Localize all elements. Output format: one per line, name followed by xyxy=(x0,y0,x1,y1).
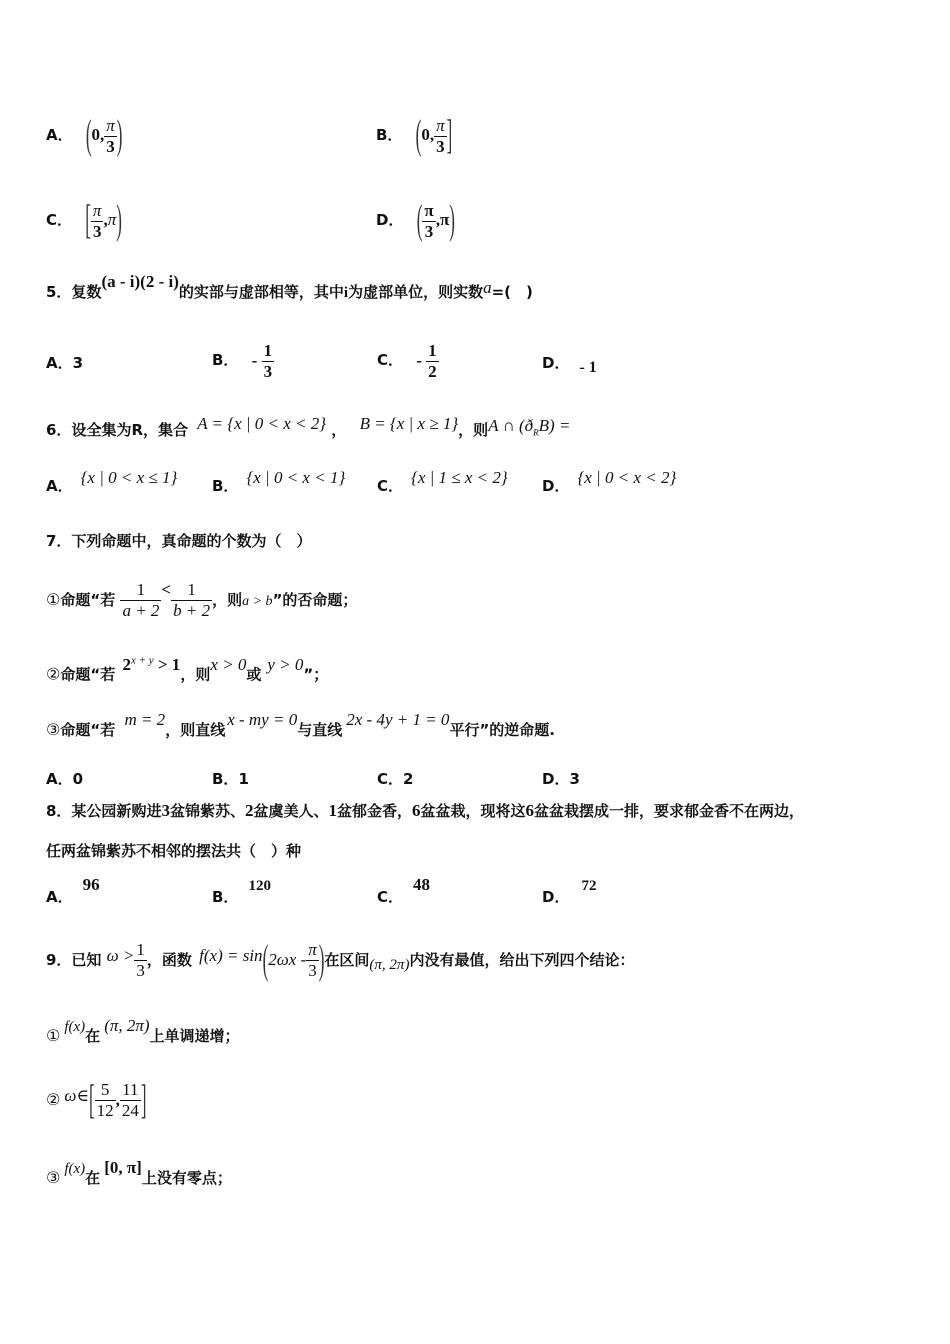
question-7-title: 7．下列命题中，真命题的个数为（ ） xyxy=(46,532,312,550)
q9-item-3: ③ f(x)在[0, π]上没有零点； xyxy=(46,1158,232,1187)
q6-option-b[interactable]: B． {x | 0 < x < 1} xyxy=(212,468,346,495)
q6-option-d[interactable]: D． {x | 0 < x < 2} xyxy=(542,468,677,495)
option-c-math: [ $\frac{\pi}{3}$ ,π) xyxy=(85,197,122,243)
q7-item-1: ①命题“若 $\frac{1}{a + 2}$ < $\frac{1}{b + 2}$ ，则a > b”的否命题； xyxy=(46,580,358,620)
question-8-line-1: 8．某公园新购进3盆锦紫苏、2盆虞美人、1盆郁金香，6盆盆栽，现将这6盆盆栽摆成一排，要求郁金香不在两边， xyxy=(46,801,805,820)
q4-option-a[interactable]: A． (0, $\frac{\pi}{3}$ ) xyxy=(46,108,122,162)
q8-option-a[interactable]: A．96 xyxy=(46,875,100,906)
q7-option-c[interactable]: C．2 xyxy=(377,770,414,788)
q5-option-c[interactable]: C． - $\frac{1}{2}$ xyxy=(377,341,437,382)
q8-option-c[interactable]: C．48 xyxy=(377,875,431,906)
q4-option-d[interactable]: D． ( $\frac{\pi}{3}$ ,π) xyxy=(376,190,455,250)
q8-option-b[interactable]: B．120 xyxy=(212,878,271,906)
option-b-math: (0, $\frac{\pi}{3}$ ] xyxy=(415,112,453,158)
q4-option-b[interactable]: B． (0, $\frac{\pi}{3}$ ] xyxy=(376,108,452,162)
q6-option-a[interactable]: A． {x | 0 < x ≤ 1} xyxy=(46,468,178,495)
question-5: 5．复数(a - i)(2 - i)的实部与虚部相等，其中i为虚部单位，则实数a=( ) xyxy=(46,272,533,301)
q5-option-b[interactable]: B． - $\frac{1}{3}$ xyxy=(212,341,273,382)
question-9: 9．已知 ω > $\frac{1}{3}$ ，函数 f(x) = sin(2ωx - $\frac{\pi}{3}$ )在区间(π, 2π)内没有最值，给出下列四个结论： xyxy=(46,936,635,983)
q9-item-1: ① f(x)在(π, 2π)上单调递增； xyxy=(46,1016,240,1045)
q9-item-2: ② ω∈[ $\frac{5}{12}$ , $\frac{11}{24}$ ] xyxy=(46,1076,147,1123)
q6-option-c[interactable]: C． {x | 1 ≤ x < 2} xyxy=(377,468,508,495)
q5-option-d[interactable]: D． - 1 xyxy=(542,354,597,376)
question-6: 6．设全集为R，集合 A = {x | 0 < x < 2} ， B = {x | x ≥ 1}，则A ∩ $(ð_RB)$ = xyxy=(46,414,571,439)
q7-item-3: ③命题“若 m = 2，则直线x - my = 0与直线2x - 4y + 1 = 0平行”的逆命题. xyxy=(46,710,555,739)
q5-option-a[interactable]: A．3 xyxy=(46,354,84,372)
option-a-math: (0, $\frac{\pi}{3}$ ) xyxy=(85,112,123,158)
q7-option-d[interactable]: D．3 xyxy=(542,770,580,788)
q8-option-d[interactable]: D．72 xyxy=(542,878,597,906)
q7-option-a[interactable]: A．0 xyxy=(46,770,84,788)
option-d-math: ( $\frac{\pi}{3}$ ,π) xyxy=(416,197,455,243)
q4-option-c[interactable]: C． [ $\frac{\pi}{3}$ ,π) xyxy=(46,190,122,250)
q7-option-b[interactable]: B．1 xyxy=(212,770,249,788)
question-8-line-2: 任两盆锦紫苏不相邻的摆法共（ ）种 xyxy=(46,842,302,860)
q7-item-2: ②命题“若 $2^{x + y} > 1$，则x > 0或y > 0”； xyxy=(46,654,329,684)
